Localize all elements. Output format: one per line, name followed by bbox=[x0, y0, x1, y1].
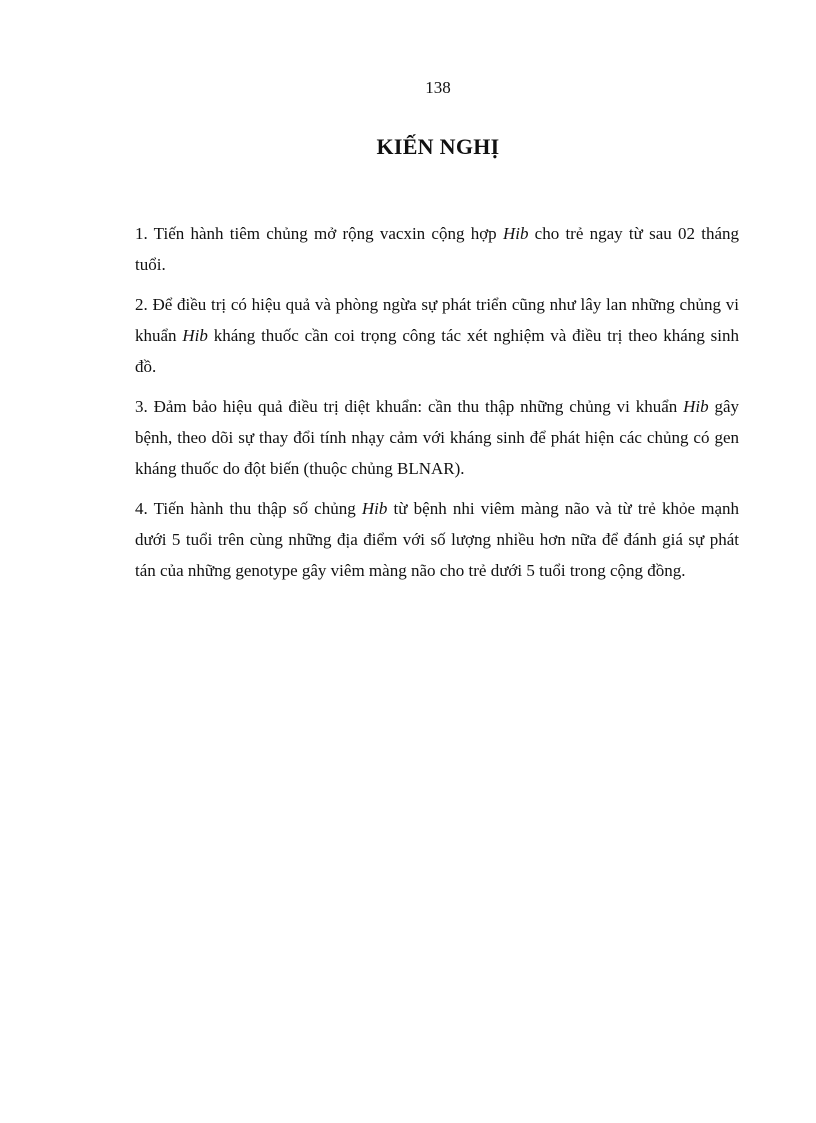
page-title: KIẾN NGHỊ bbox=[376, 134, 500, 159]
recommendation-italic-term: Hib bbox=[182, 326, 208, 345]
recommendation-text-after: gây bệnh, theo dõi sự thay đổi tính nhạy cảm với kháng sinh để phát hiện các chủng có gen kháng thuốc do đột biến (thuộc chủng BLNAR). bbox=[135, 397, 739, 478]
page-number: 138 bbox=[425, 78, 451, 97]
recommendations-list bbox=[135, 218, 739, 595]
recommendation-text-after: kháng thuốc cần coi trọng công tác xét nghiệm và điều trị theo kháng sinh đồ. bbox=[135, 326, 739, 376]
recommendation-text-after: từ bệnh nhi viêm màng não và từ trẻ khỏe mạnh dưới 5 tuổi trên cùng những địa điểm với số lượng nhiều hơn nữa để đánh giá sự phát tán của những genotype gây viêm màng não cho trẻ dưới 5 tuổi trong cộng đồng. bbox=[135, 499, 739, 580]
recommendation-item bbox=[135, 493, 739, 586]
recommendation-text-before: 1. Tiến hành tiêm chủng mở rộng vacxin cộng hợp bbox=[135, 224, 503, 243]
recommendation-italic-term: Hib bbox=[361, 499, 388, 518]
recommendation-item bbox=[135, 289, 739, 382]
recommendation-text-before: 3. Đảm bảo hiệu quả điều trị diệt khuẩn: cần thu thập những chủng vi khuẩn bbox=[135, 397, 684, 416]
recommendation-italic-term: Hib bbox=[502, 224, 529, 243]
recommendation-text-after: cho trẻ ngay từ sau 02 tháng tuổi. bbox=[135, 224, 740, 274]
recommendation-item bbox=[135, 218, 739, 280]
recommendation-item bbox=[135, 391, 739, 484]
recommendation-text-before: 4. Tiến hành thu thập số chủng bbox=[135, 499, 362, 518]
recommendation-italic-term: Hib bbox=[683, 397, 709, 416]
recommendation-text-before: 2. Để điều trị có hiệu quả và phòng ngừa sự phát triển cũng như lây lan những chủng vi khuẩn bbox=[135, 295, 739, 345]
